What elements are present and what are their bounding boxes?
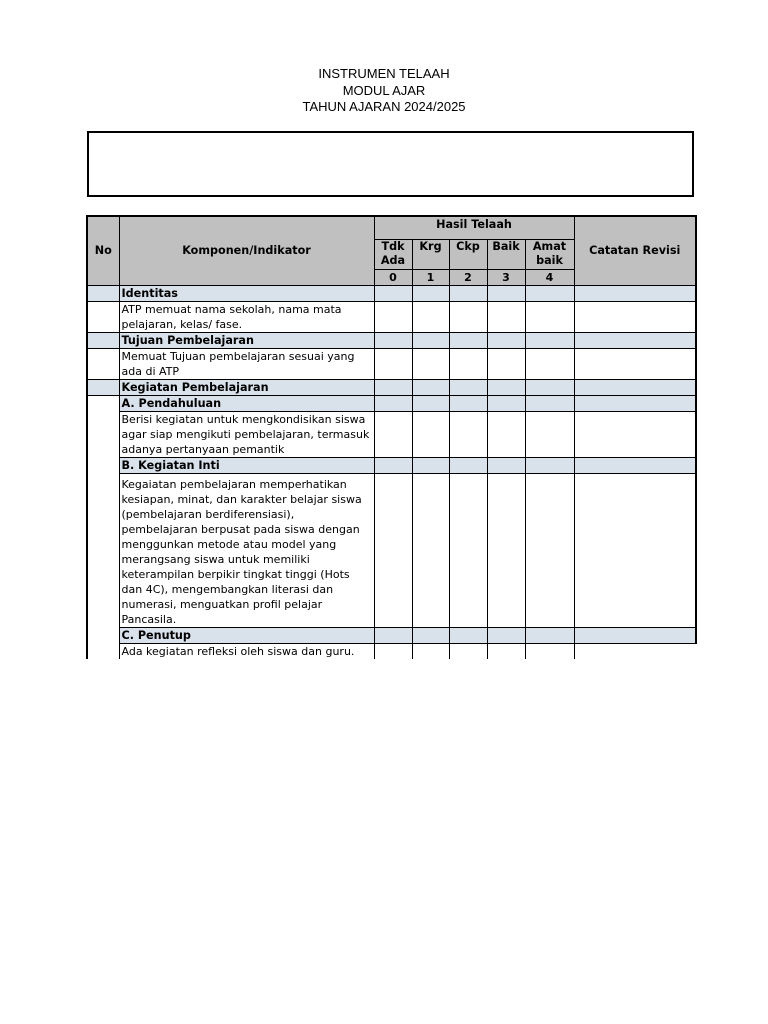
score-label-3: Baik [487,239,525,269]
score-label-1: Krg [412,239,449,269]
score-cell[interactable] [449,411,487,457]
section-label: Identitas [119,285,374,301]
score-cell[interactable] [412,301,449,332]
score-cell[interactable] [525,411,574,457]
score-value-0: 0 [374,269,412,285]
score-cell[interactable] [412,411,449,457]
revision-note-cell[interactable] [574,643,696,659]
score-cell[interactable] [487,301,525,332]
table-row [87,348,696,379]
indicator-text: Ada kegiatan refleksi oleh siswa dan guru. [119,643,374,659]
header-komponen: Komponen/Indikator [119,216,374,285]
header-catatan-revisi: Catatan Revisi [574,216,696,285]
score-cell[interactable] [487,473,525,627]
score-label-4: Amat baik [525,239,574,269]
score-cell[interactable] [374,348,412,379]
section-row-identitas [87,285,696,301]
score-cell[interactable] [525,473,574,627]
score-cell[interactable] [449,348,487,379]
score-cell[interactable] [487,348,525,379]
table-row [87,643,696,659]
table-row [87,301,696,332]
score-cell[interactable] [449,301,487,332]
score-cell[interactable] [449,473,487,627]
score-value-1: 1 [412,269,449,285]
score-cell[interactable] [525,348,574,379]
score-label-2: Ckp [449,239,487,269]
indicator-text: ATP memuat nama sekolah, nama mata pelajaran, kelas/ fase. [119,301,374,332]
score-cell[interactable] [412,473,449,627]
revision-note-cell[interactable] [574,348,696,379]
score-cell[interactable] [525,643,574,659]
section-row-kegiatan [87,379,696,395]
section-row-tujuan [87,332,696,348]
section-label: Kegiatan Pembelajaran [119,379,374,395]
score-value-4: 4 [525,269,574,285]
score-cell[interactable] [487,643,525,659]
section-label: B. Kegiatan Inti [119,457,374,473]
score-cell[interactable] [412,643,449,659]
revision-note-cell[interactable] [574,301,696,332]
score-value-2: 2 [449,269,487,285]
header-hasil-telaah: Hasil Telaah [374,216,574,239]
score-cell[interactable] [374,473,412,627]
section-label: A. Pendahuluan [119,395,374,411]
score-cell[interactable] [374,643,412,659]
section-label: C. Penutup [119,627,374,643]
score-cell[interactable] [412,348,449,379]
title-line-3: TAHUN AJARAN 2024/2025 [302,99,466,114]
section-label: Tujuan Pembelajaran [119,332,374,348]
document-title [0,66,768,116]
table-row [87,411,696,457]
header-no: No [87,216,119,285]
indicator-text: Berisi kegiatan untuk mengkondisikan siswa agar siap mengikuti pembelajaran, termasuk adanya pertanyaan pemantik [119,411,374,457]
score-label-0: Tdk Ada [374,239,412,269]
indicator-text: Kegaiatan pembelajaran memperhatikan kesiapan, minat, dan karakter belajar siswa (pembelajaran berdiferensiasi), pembelajaran berpusat pada siswa dengan menggunkan metode atau model yang merangsang siswa untuk memiliki keterampilan berpikir tingkat tinggi (Hots dan 4C), mengembangkan literasi dan numerasi, menguatkan profil pelajar Pancasila. [119,473,374,627]
section-row-pendahuluan [87,395,696,411]
title-line-1: INSTRUMEN TELAAH [318,66,450,81]
score-cell[interactable] [449,643,487,659]
revision-note-cell[interactable] [574,411,696,457]
review-table [86,215,697,659]
section-row-inti [87,457,696,473]
section-row-penutup [87,627,696,643]
score-cell[interactable] [374,411,412,457]
score-cell[interactable] [525,301,574,332]
identity-box[interactable] [87,131,694,197]
revision-note-cell[interactable] [574,473,696,627]
title-line-2: MODUL AJAR [342,82,426,98]
indicator-text: Memuat Tujuan pembelajaran sesuai yang ada di ATP [119,348,374,379]
score-cell[interactable] [374,301,412,332]
table-row [87,473,696,627]
score-value-3: 3 [487,269,525,285]
score-cell[interactable] [487,411,525,457]
